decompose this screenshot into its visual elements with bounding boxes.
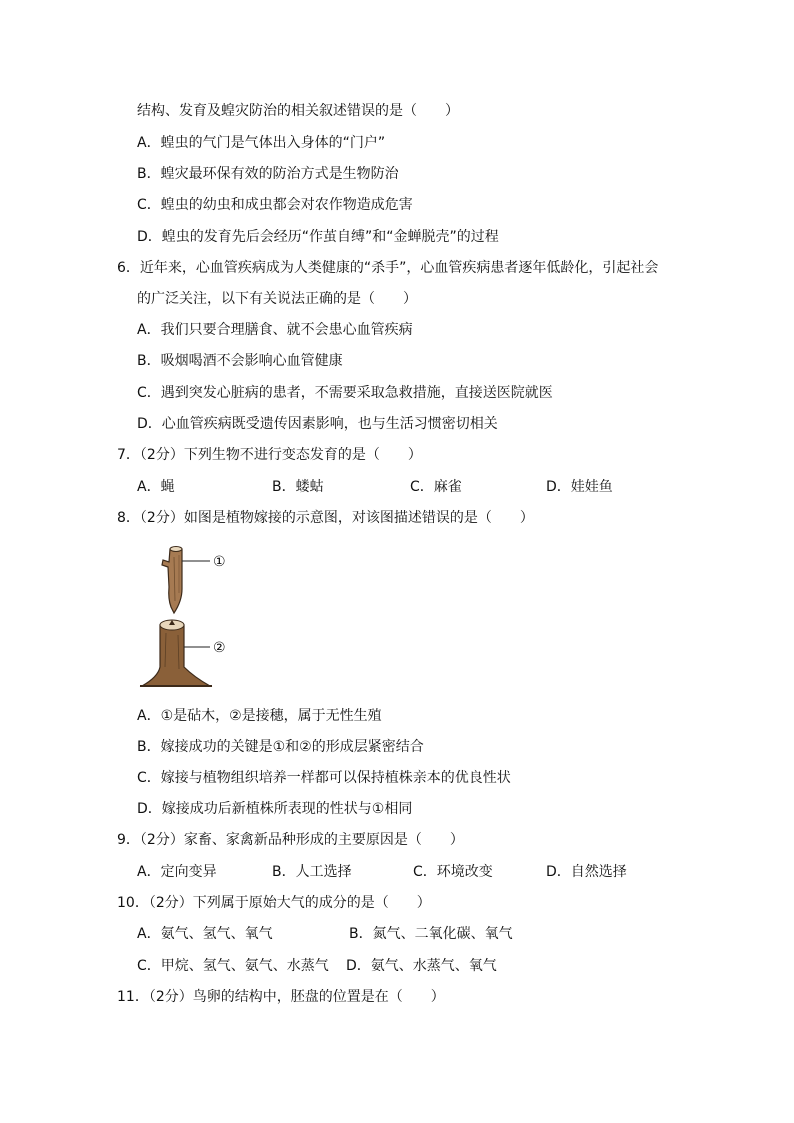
q11-stem: 11．（2分）鸟卵的结构中，胚盘的位置是在（ ）: [117, 989, 445, 1005]
q8-stem: 8．（2分）如图是植物嫁接的示意图，对该图描述错误的是（ ）: [117, 510, 534, 526]
q7-option-c: C．麻雀: [410, 479, 462, 495]
q7-option-b: B．蝼蛄: [272, 479, 324, 495]
grafting-diagram: [138, 543, 238, 688]
q10-options-row1: [0, 924, 794, 944]
label-2: ②: [213, 640, 226, 656]
q6-option-b: B．吸烟喝酒不会影响心血管健康: [137, 353, 343, 369]
q6-option-c: C．遇到突发心脏病的患者，不需要采取急救措施，直接送医院就医: [137, 385, 553, 401]
q7-stem: 7．（2分）下列生物不进行变态发育的是（ ）: [117, 447, 422, 463]
q5-option-a: A．蝗虫的气门是气体出入身体的“门户”: [137, 135, 386, 151]
label-1: ①: [213, 554, 226, 570]
q9-option-b: B．人工选择: [272, 864, 352, 880]
q7-option-d: D．娃娃鱼: [546, 479, 613, 495]
q5-option-d: D．蝗虫的发育先后会经历“作茧自缚”和“金蝉脱壳”的过程: [137, 229, 499, 245]
q9-option-c: C．环境改变: [413, 864, 493, 880]
q9-option-a: A．定向变异: [137, 864, 217, 880]
q6-option-d: D．心血管疾病既受遗传因素影响，也与生活习惯密切相关: [137, 416, 498, 432]
q7-options: [0, 477, 794, 497]
q9-stem: 9．（2分）家畜、家禽新品种形成的主要原因是（ ）: [117, 832, 464, 848]
q5-option-c: C．蝗虫的幼虫和成虫都会对农作物造成危害: [137, 197, 413, 213]
q10-stem: 10．（2分）下列属于原始大气的成分的是（ ）: [117, 895, 431, 911]
q9-options: [0, 862, 794, 882]
stock-illustration: [140, 620, 212, 686]
q10-option-c: C．甲烷、氢气、氨气、水蒸气: [137, 958, 329, 974]
q9-option-d: D．自然选择: [546, 864, 627, 880]
q6-stem-line2: 的广泛关注，以下有关说法正确的是（ ）: [137, 291, 417, 307]
q5-option-b: B．蝗灾最环保有效的防治方式是生物防治: [137, 166, 399, 182]
q8-option-b: B．嫁接成功的关键是①和②的形成层紧密结合: [137, 739, 424, 755]
scion-illustration: [162, 547, 182, 614]
q7-option-a: A．蝇: [137, 479, 175, 495]
q6-option-a: A．我们只要合理膳食、就不会患心血管疾病: [137, 322, 413, 338]
q10-option-a: A．氨气、氢气、氧气: [137, 926, 273, 942]
q10-option-b: B．氮气、二氧化碳、氧气: [349, 926, 513, 942]
q10-options-row2: [0, 956, 794, 976]
q5-stem-continuation: 结构、发育及蝗灾防治的相关叙述错误的是（ ）: [137, 103, 459, 119]
q8-option-a: A．①是砧木，②是接穗，属于无性生殖: [137, 708, 382, 724]
q8-option-c: C．嫁接与植物组织培养一样都可以保持植株亲本的优良性状: [137, 770, 511, 786]
q6-stem-line1: 6．近年来，心血管疾病成为人类健康的“杀手”，心血管疾病患者逐年低龄化，引起社会: [117, 260, 659, 276]
q8-option-d: D．嫁接成功后新植株所表现的性状与①相同: [137, 801, 413, 817]
q10-option-d: D．氨气、水蒸气、氧气: [346, 958, 497, 974]
